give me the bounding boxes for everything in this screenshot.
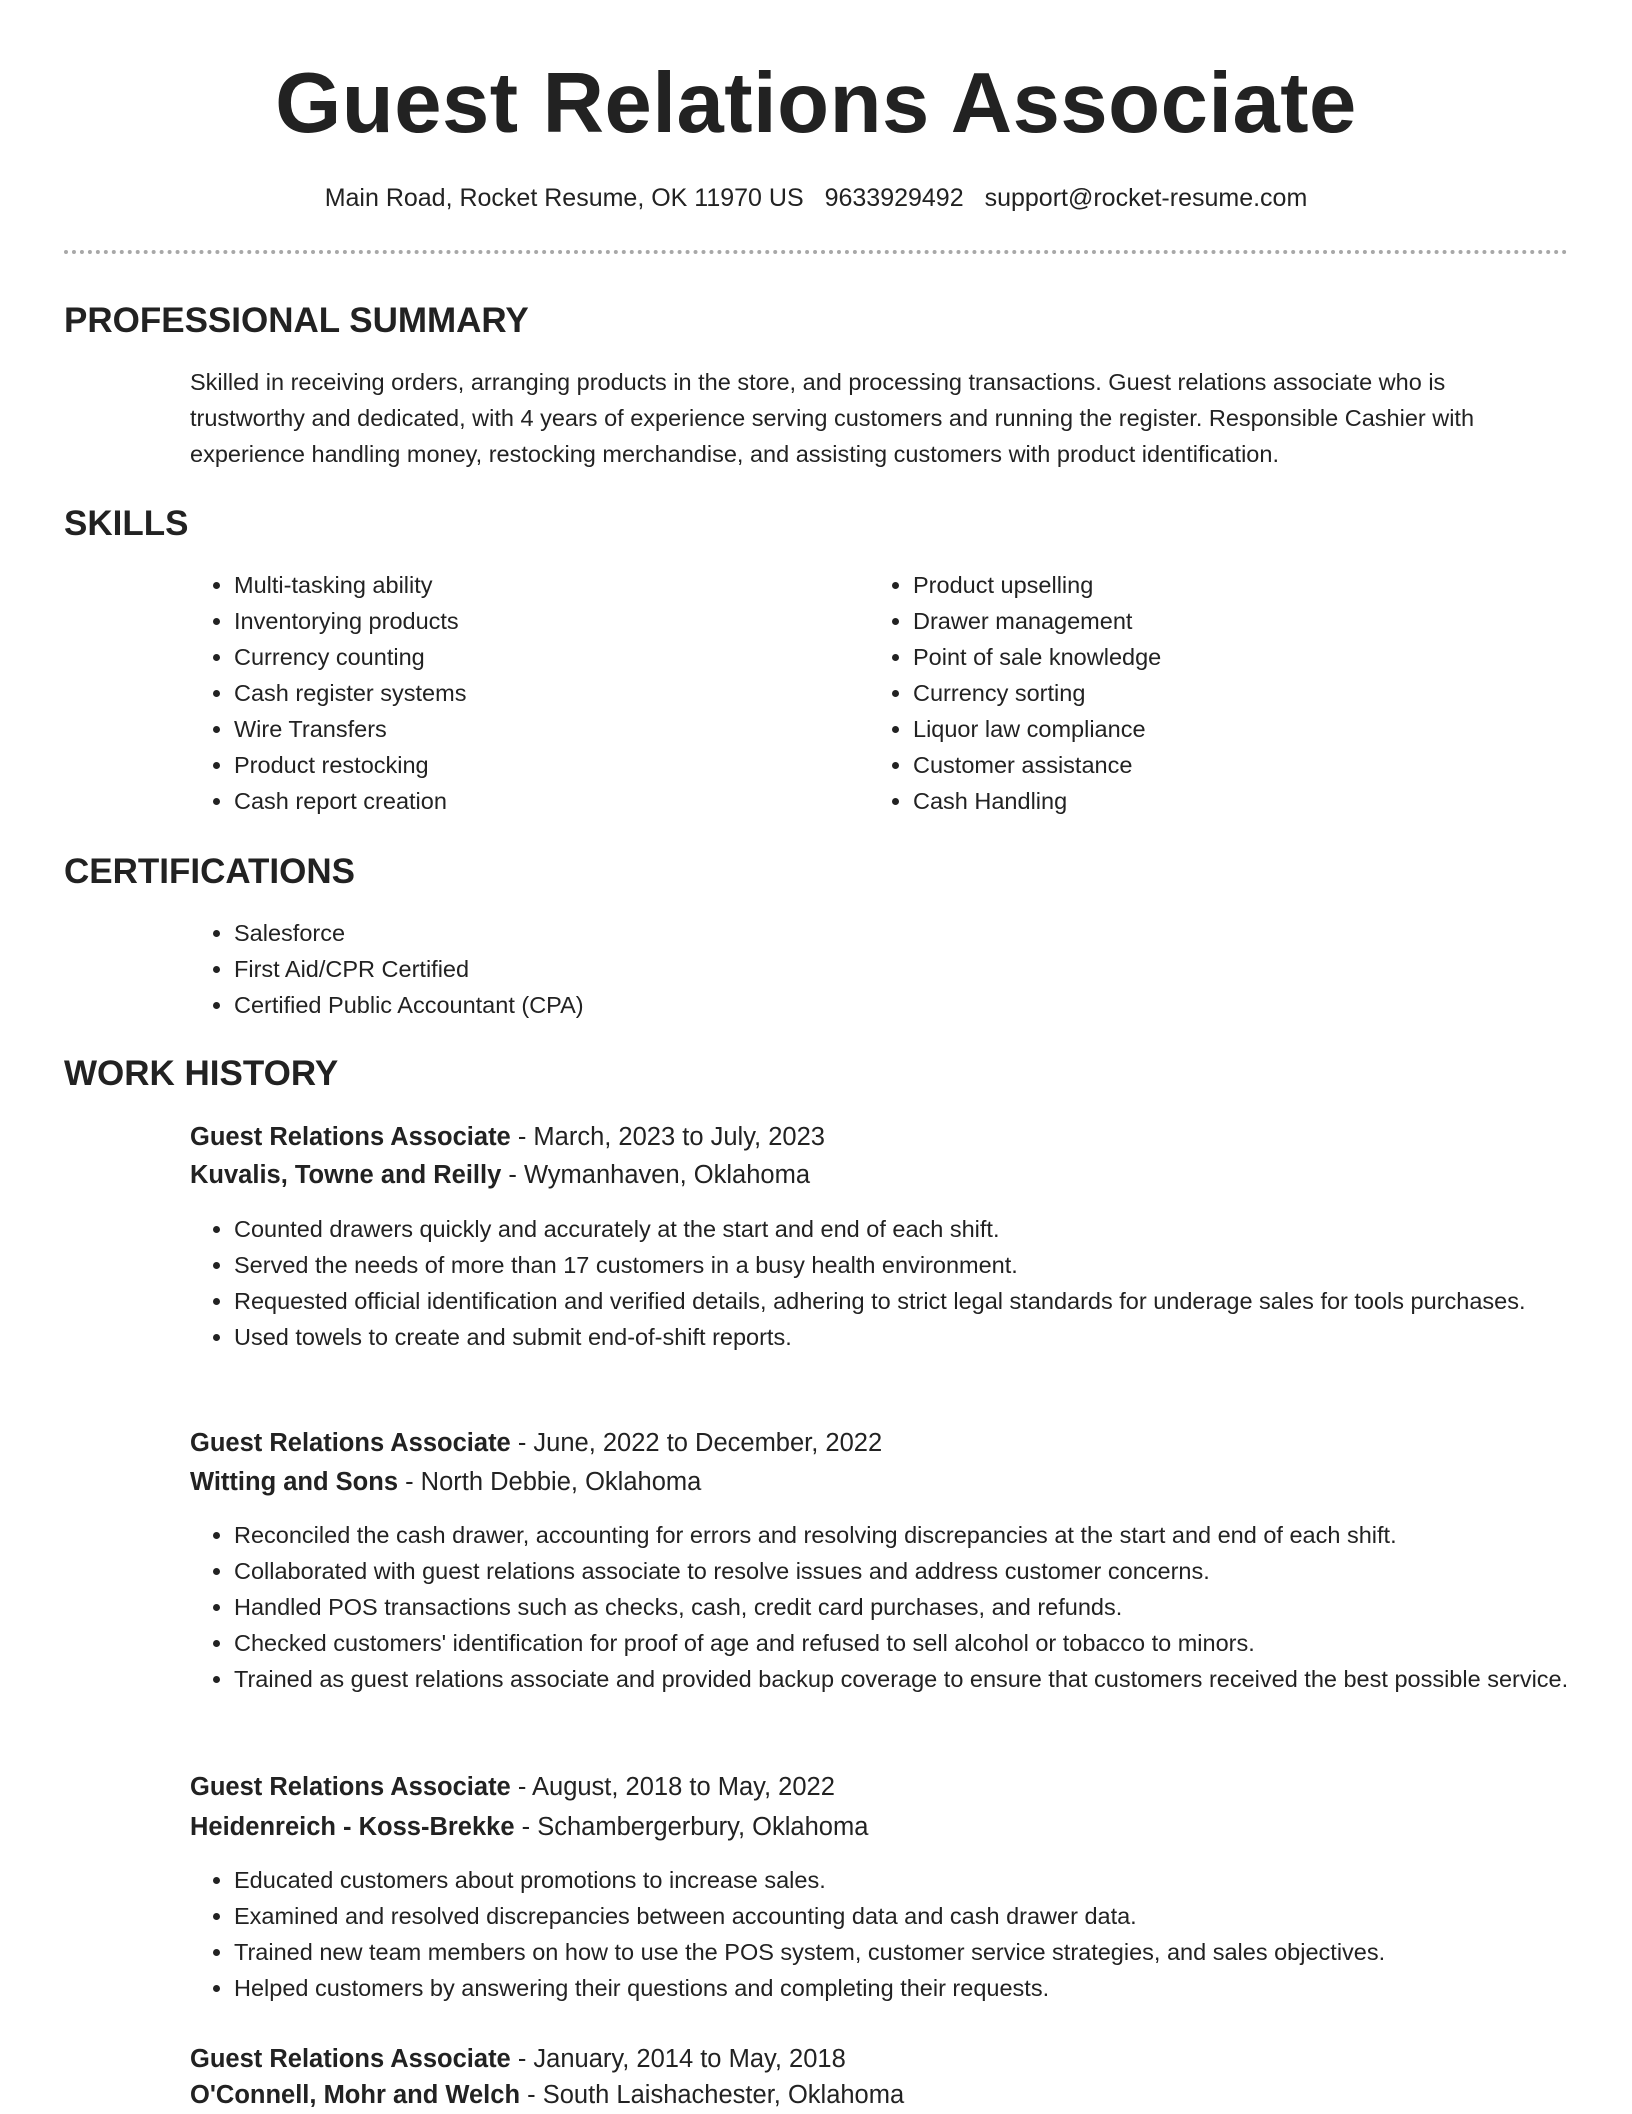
job-role: Guest Relations Associate bbox=[190, 1123, 511, 1151]
skill-item: • Multi-tasking ability bbox=[234, 567, 834, 603]
job-company-line bbox=[190, 2076, 904, 2114]
job-company: O'Connell, Mohr and Welch bbox=[190, 2081, 521, 2109]
certifications-heading: CERTIFICATIONS bbox=[64, 852, 356, 891]
contact-address: Main Road, Rocket Resume, OK 11970 US bbox=[324, 184, 804, 212]
job-bullet: • Examined and resolved discrepancies between accounting data and cash drawer data. bbox=[234, 1898, 1604, 1934]
certification-item: • First Aid/CPR Certified bbox=[234, 951, 1234, 987]
job-dates: - August, 2018 to May, 2022 bbox=[510, 1773, 835, 1801]
job-bullet: • Counted drawers quickly and accurately at the start and end of each shift. bbox=[234, 1211, 1604, 1247]
job-company: Kuvalis, Towne and Reilly bbox=[190, 1161, 502, 1189]
summary-text: Skilled in receiving orders, arranging products in the store, and processing transactions. Guest relations associate who is trustworthy and dedicated, with 4 years of experience serving customers and running the register. Responsible Cashier with experience handling money, restocking merchandise, and assisting customers with product identification. bbox=[190, 369, 1475, 467]
header-divider bbox=[64, 250, 1568, 254]
job-title-line bbox=[190, 2040, 846, 2078]
skill-item: • Point of sale knowledge bbox=[913, 639, 1513, 675]
resume-name: Guest Relations Associate bbox=[275, 56, 1357, 151]
job-bullet: • Served the needs of more than 17 customers in a busy health environment. bbox=[234, 1247, 1604, 1283]
job-company: Heidenreich - Koss-Brekke bbox=[190, 1813, 515, 1841]
job-bullet: • Handled POS transactions such as checks, cash, credit card purchases, and refunds. bbox=[234, 1589, 1604, 1625]
job-bullet: • Trained new team members on how to use the POS system, customer service strategies, and sales objectives. bbox=[234, 1934, 1604, 1970]
job-title-line bbox=[190, 1118, 825, 1156]
skill-item: • Product restocking bbox=[234, 747, 834, 783]
skills-list-right bbox=[869, 567, 1513, 819]
skill-item: • Drawer management bbox=[913, 603, 1513, 639]
certification-item: • Certified Public Accountant (CPA) bbox=[234, 987, 1234, 1023]
job-location: - Schambergerbury, Oklahoma bbox=[514, 1813, 869, 1841]
job-bullet: • Helped customers by answering their questions and completing their requests. bbox=[234, 1970, 1604, 2006]
skill-item: • Liquor law compliance bbox=[913, 711, 1513, 747]
contact-line bbox=[0, 180, 1632, 216]
contact-phone: 9633929492 bbox=[824, 184, 964, 212]
job-company-line bbox=[190, 1156, 810, 1194]
job-bullets bbox=[190, 1517, 1604, 1697]
skill-item: • Wire Transfers bbox=[234, 711, 834, 747]
job-location: - North Debbie, Oklahoma bbox=[398, 1468, 702, 1496]
skills-list-left bbox=[190, 567, 834, 819]
job-company: Witting and Sons bbox=[190, 1468, 398, 1496]
work-history-heading: WORK HISTORY bbox=[64, 1054, 339, 1093]
job-bullet: • Trained as guest relations associate and provided backup coverage to ensure that customers received the best possible service. bbox=[234, 1661, 1604, 1697]
job-title-line bbox=[190, 1768, 835, 1806]
skill-item: • Inventorying products bbox=[234, 603, 834, 639]
job-title-line bbox=[190, 1424, 882, 1462]
job-location: - Wymanhaven, Oklahoma bbox=[501, 1161, 811, 1189]
job-company-line bbox=[190, 1808, 868, 1846]
skill-item: • Customer assistance bbox=[913, 747, 1513, 783]
job-bullet: • Used towels to create and submit end-of-shift reports. bbox=[234, 1319, 1604, 1355]
job-role: Guest Relations Associate bbox=[190, 1429, 511, 1457]
job-bullet: • Checked customers' identification for proof of age and refused to sell alcohol or tobacco to minors. bbox=[234, 1625, 1604, 1661]
job-bullet: • Educated customers about promotions to increase sales. bbox=[234, 1862, 1604, 1898]
job-bullet: • Reconciled the cash drawer, accounting for errors and resolving discrepancies at the start and end of each shift. bbox=[234, 1517, 1604, 1553]
skill-item: • Cash report creation bbox=[234, 783, 834, 819]
job-bullets bbox=[190, 1862, 1604, 2006]
skill-item: • Cash Handling bbox=[913, 783, 1513, 819]
summary-heading: PROFESSIONAL SUMMARY bbox=[64, 301, 529, 340]
certifications-list bbox=[190, 915, 1234, 1023]
job-bullets bbox=[190, 1211, 1604, 1355]
skills-heading: SKILLS bbox=[64, 504, 189, 543]
job-bullet: • Collaborated with guest relations associate to resolve issues and address customer concerns. bbox=[234, 1553, 1604, 1589]
job-role: Guest Relations Associate bbox=[190, 2045, 511, 2073]
job-bullet: • Requested official identification and verified details, adhering to strict legal standards for underage sales for tools purchases. bbox=[234, 1283, 1604, 1319]
skill-item: • Currency sorting bbox=[913, 675, 1513, 711]
contact-email: support@rocket-resume.com bbox=[984, 184, 1308, 212]
job-dates: - June, 2022 to December, 2022 bbox=[510, 1429, 883, 1457]
job-dates: - March, 2023 to July, 2023 bbox=[510, 1123, 825, 1151]
job-company-line bbox=[190, 1463, 701, 1501]
job-role: Guest Relations Associate bbox=[190, 1773, 511, 1801]
certification-item: • Salesforce bbox=[234, 915, 1234, 951]
skill-item: • Currency counting bbox=[234, 639, 834, 675]
job-location: - South Laishachester, Oklahoma bbox=[520, 2081, 905, 2109]
skill-item: • Cash register systems bbox=[234, 675, 834, 711]
job-dates: - January, 2014 to May, 2018 bbox=[510, 2045, 846, 2073]
skill-item: • Product upselling bbox=[913, 567, 1513, 603]
